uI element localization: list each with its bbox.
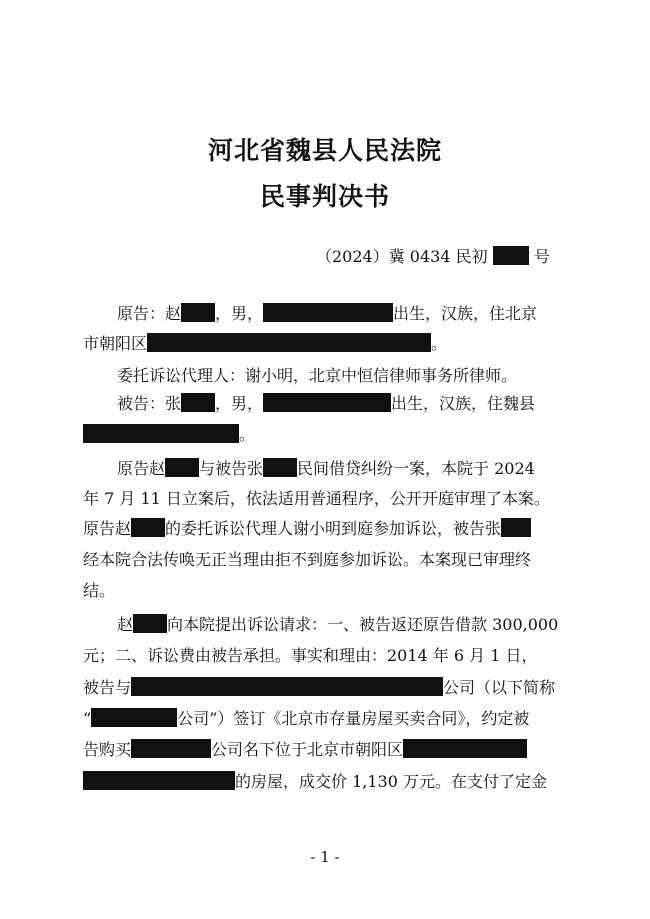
redaction: [147, 333, 431, 352]
redaction: [263, 303, 393, 322]
text: 的房屋，成交价 1,130 万元。在支付了定金: [235, 772, 547, 791]
text: 原告赵: [117, 459, 166, 478]
redaction: [165, 458, 199, 477]
redaction: [493, 246, 529, 265]
defendant-line: [117, 391, 573, 417]
redaction: [83, 771, 235, 790]
text: 原告赵: [83, 519, 132, 538]
redaction: [501, 518, 531, 537]
paragraph-line: [83, 769, 573, 795]
text: 与被告张: [199, 459, 264, 478]
paragraph-line: [83, 675, 573, 701]
redaction: [181, 303, 215, 322]
case-intro-line: [117, 456, 573, 482]
case-number-prefix: （2024）冀 0434 民初: [316, 247, 488, 266]
text: 向本院提出诉讼请求：一、被告返还原告借款 300,000: [167, 615, 559, 634]
redaction: [263, 393, 391, 412]
claims-line: [117, 612, 573, 638]
paragraph-line: [83, 737, 573, 763]
text: 的委托诉讼代理人谢小明到庭参加诉讼，被告张: [165, 519, 502, 538]
plaintiff-address-line: [83, 331, 573, 357]
redaction: [181, 393, 215, 412]
redaction: [133, 614, 167, 633]
text: ，男，: [215, 394, 264, 413]
paragraph-line: [83, 706, 573, 732]
text: 出生，汉族，住魏县: [391, 394, 536, 413]
plaintiff-line: [117, 301, 573, 327]
redaction: [91, 708, 177, 727]
case-number-suffix: 号: [533, 247, 550, 266]
text: 告购买: [83, 740, 132, 759]
paragraph-line: [83, 516, 573, 542]
agent-line: 委托诉讼代理人：谢小明，北京中恒信律师事务所律师。: [117, 366, 518, 385]
document-type: 民事判决书: [259, 182, 390, 211]
defendant-address-line: [83, 422, 573, 448]
text: “: [83, 709, 92, 728]
paragraph-line: 年 7 月 11 日立案后，依法适用普通程序，公开开庭审理了本案。: [83, 489, 550, 508]
redaction: [131, 739, 211, 758]
court-name: 河北省魏县人民法院: [207, 136, 442, 165]
redaction: [131, 518, 165, 537]
text: 被告：张: [117, 394, 182, 413]
redaction: [131, 677, 443, 696]
text: 公司”）签订《北京市存量房屋买卖合同》，约定被: [177, 709, 530, 728]
text: 出生，汉族，住北京: [393, 304, 538, 323]
text: 公司名下位于北京市朝阳区: [211, 740, 404, 759]
paragraph-line: 经本院合法传唤无正当理由拒不到庭参加诉讼。本案现已审理终: [83, 550, 532, 569]
text: 原告：赵: [117, 304, 182, 323]
redaction: [263, 458, 297, 477]
text: 赵: [117, 615, 134, 634]
redaction: [83, 424, 239, 443]
redaction: [403, 739, 527, 758]
text: 被告与: [83, 678, 132, 697]
text: 公司（以下简称: [443, 678, 556, 697]
text: 市朝阳区: [83, 334, 148, 353]
paragraph-line: 结。: [83, 581, 116, 600]
text: 。: [431, 334, 448, 353]
text: ，男，: [215, 304, 264, 323]
page-number: - 1 -: [310, 848, 340, 866]
text: 民间借贷纠纷一案，本院于 2024: [297, 459, 535, 478]
case-number: [316, 244, 550, 267]
paragraph-line: 元；二、诉讼费由被告承担。事实和理由：2014 年 6 月 1 日，: [83, 646, 538, 665]
text: 。: [239, 425, 256, 444]
